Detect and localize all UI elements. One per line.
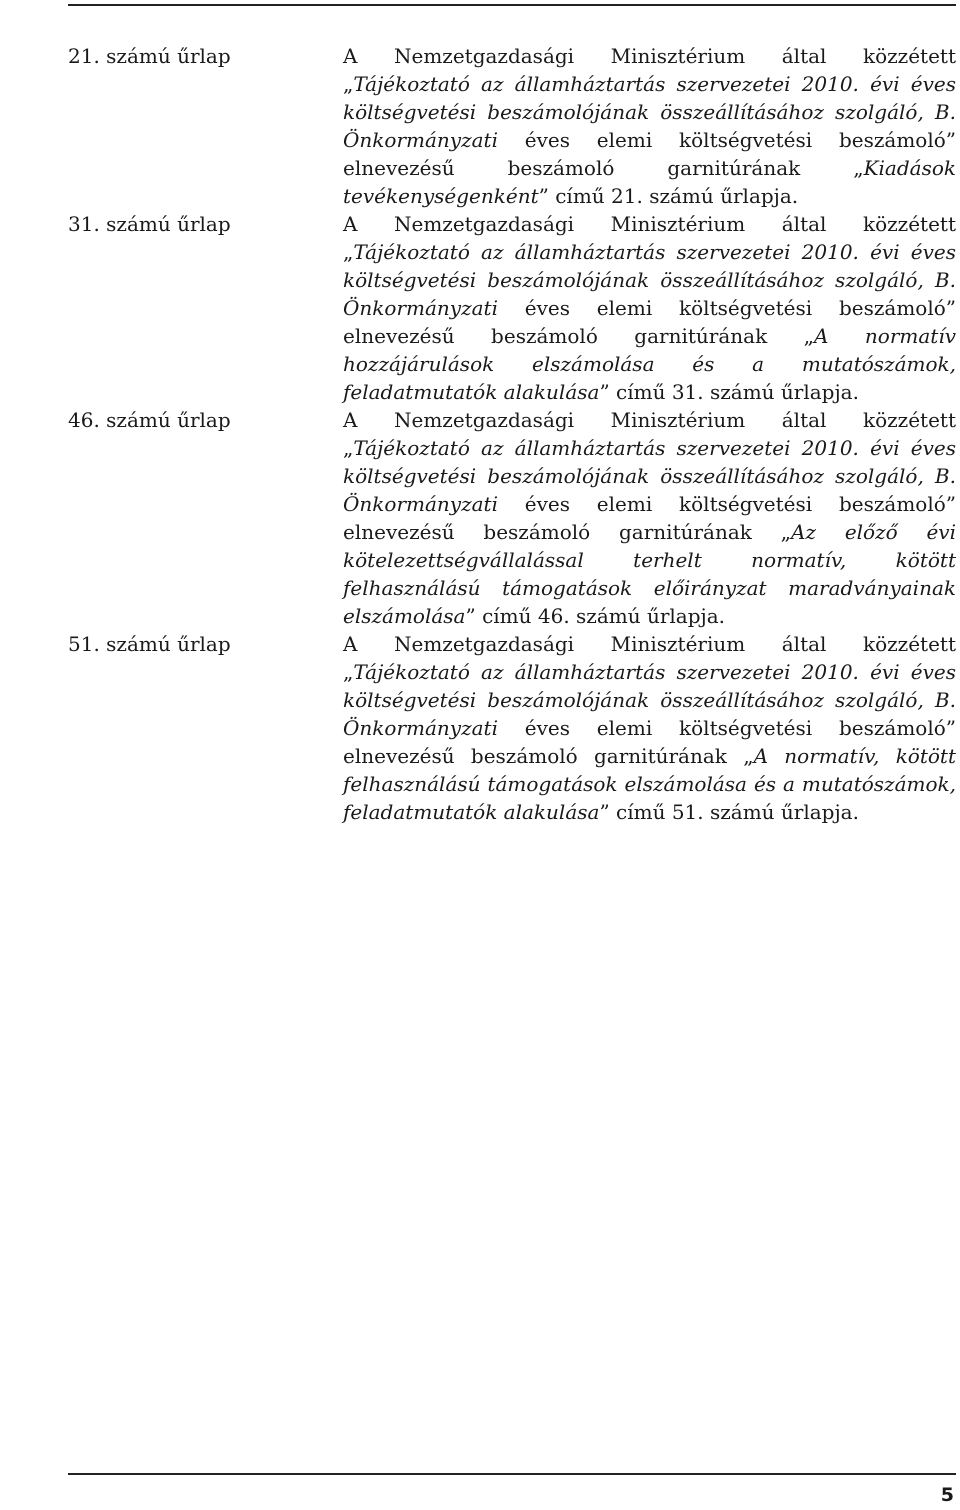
description-ending: ” című 51. számú űrlapja. [599,800,859,824]
description-middle: éves elemi költségvetési beszámoló” elnevezésű beszámoló garnitúrának „ [343,492,956,544]
publication-title: Tájékoztató az államháztartás szervezetei 2010. évi éves költségvetési beszámolójának összeállításához szolgáló, B. Önkormányzati [343,240,956,320]
form-entry-31 [68,210,956,406]
description-intro: A Nemzetgazdasági Minisztérium által közzétett „ [343,44,956,96]
form-number-label: 31. számú űrlap [68,212,231,236]
form-title: A normatív, kötött felhasználású támogatások elszámolása és a mutatószámok, feladatmutatók alakulása [343,744,957,824]
description-middle: éves elemi költségvetési beszámoló” elnevezésű beszámoló garnitúrának „ [343,296,956,348]
form-number-label: 46. számú űrlap [68,408,231,432]
form-entry-46 [68,406,956,630]
description-middle: éves elemi költségvetési beszámoló” elnevezésű beszámoló garnitúrának „ [343,716,956,768]
form-description [343,406,956,630]
form-title: Az előző évi kötelezettségvállalással terhelt normatív, kötött felhasználású támogatások előirányzat maradványainak elszámolása [343,520,956,628]
form-list [68,42,956,826]
form-description [343,630,956,826]
form-entry-21 [68,42,956,210]
description-ending: ” című 31. számú űrlapja. [599,380,859,404]
description-intro: A Nemzetgazdasági Minisztérium által közzétett „ [343,408,956,460]
publication-title: Tájékoztató az államháztartás szervezetei 2010. évi éves költségvetési beszámolójának összeállításához szolgáló, B. Önkormányzati [343,72,956,152]
publication-title: Tájékoztató az államháztartás szervezetei 2010. évi éves költségvetési beszámolójának összeállításához szolgáló, B. Önkormányzati [343,660,956,740]
form-description [343,210,956,406]
form-entry-51 [68,630,956,826]
form-description [343,42,956,210]
form-number-label: 21. számú űrlap [68,44,231,68]
footer-rule [68,1473,956,1475]
publication-title: Tájékoztató az államháztartás szervezetei 2010. évi éves költségvetési beszámolójának összeállításához szolgáló, B. Önkormányzati [343,436,956,516]
description-intro: A Nemzetgazdasági Minisztérium által közzétett „ [343,632,956,684]
description-ending: ” című 46. számú űrlapja. [465,604,726,628]
description-intro: A Nemzetgazdasági Minisztérium által közzétett „ [343,212,956,264]
form-title: A normatív hozzájárulások elszámolása és a mutatószámok, feladatmutatók alakulása [343,324,957,404]
header-rule [68,4,956,6]
description-middle: éves elemi költségvetési beszámoló” elnevezésű beszámoló garnitúrának „ [343,128,956,180]
form-number-label: 51. számú űrlap [68,632,231,656]
description-ending: ” című 21. számú űrlapja. [538,184,799,208]
form-title: Kiadások tevékenységenként [343,156,956,208]
page-number: 5 [940,1484,954,1506]
